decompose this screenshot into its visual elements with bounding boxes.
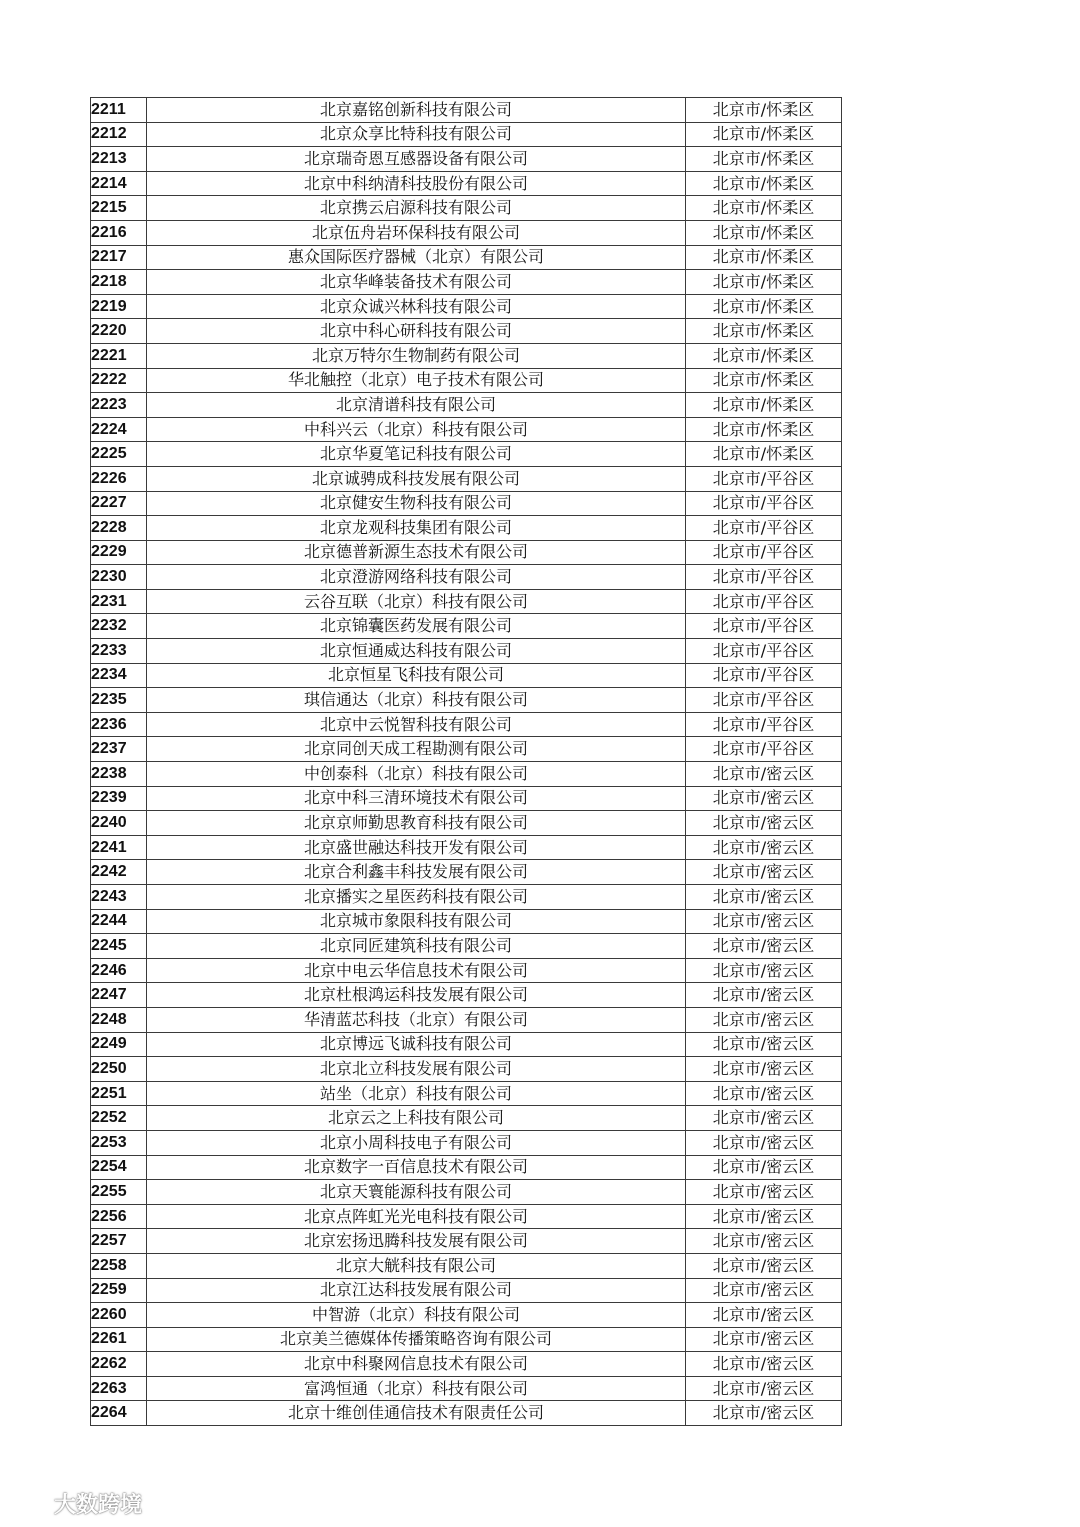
company-name-cell: 北京点阵虹光光电科技有限公司 bbox=[147, 1204, 686, 1229]
district-cell: 北京市/密云区 bbox=[686, 762, 842, 787]
district-cell: 北京市/密云区 bbox=[686, 1204, 842, 1229]
company-name-cell: 北京伍舟岩环保科技有限公司 bbox=[147, 220, 686, 245]
table-row bbox=[91, 417, 842, 442]
district-cell: 北京市/怀柔区 bbox=[686, 122, 842, 147]
company-name-cell: 北京十维创佳通信技术有限责任公司 bbox=[147, 1401, 686, 1426]
table-row bbox=[91, 171, 842, 196]
row-number-cell: 2230 bbox=[91, 565, 147, 590]
district-cell: 北京市/密云区 bbox=[686, 934, 842, 959]
table-row bbox=[91, 835, 842, 860]
table-row bbox=[91, 368, 842, 393]
row-number-cell: 2244 bbox=[91, 909, 147, 934]
company-name-cell: 北京龙观科技集团有限公司 bbox=[147, 516, 686, 541]
row-number-cell: 2263 bbox=[91, 1376, 147, 1401]
row-number-cell: 2220 bbox=[91, 319, 147, 344]
table-row bbox=[91, 639, 842, 664]
table-row bbox=[91, 98, 842, 123]
table-row bbox=[91, 934, 842, 959]
chat-bubble-logo-icon bbox=[6, 1490, 48, 1516]
company-name-cell: 北京中科心研科技有限公司 bbox=[147, 319, 686, 344]
company-name-cell: 北京锦囊医药发展有限公司 bbox=[147, 614, 686, 639]
company-name-cell: 北京中电云华信息技术有限公司 bbox=[147, 958, 686, 983]
district-cell: 北京市/密云区 bbox=[686, 1155, 842, 1180]
district-cell: 北京市/怀柔区 bbox=[686, 343, 842, 368]
table-row bbox=[91, 393, 842, 418]
district-cell: 北京市/怀柔区 bbox=[686, 220, 842, 245]
company-name-cell: 北京诚骋成科技发展有限公司 bbox=[147, 466, 686, 491]
district-cell: 北京市/密云区 bbox=[686, 958, 842, 983]
district-cell: 北京市/怀柔区 bbox=[686, 147, 842, 172]
table-row bbox=[91, 589, 842, 614]
row-number-cell: 2231 bbox=[91, 589, 147, 614]
company-name-cell: 北京小周科技电子有限公司 bbox=[147, 1130, 686, 1155]
table-row bbox=[91, 1180, 842, 1205]
company-name-cell: 北京中科纳清科技股份有限公司 bbox=[147, 171, 686, 196]
table-row bbox=[91, 712, 842, 737]
table-row bbox=[91, 319, 842, 344]
row-number-cell: 2262 bbox=[91, 1352, 147, 1377]
district-cell: 北京市/怀柔区 bbox=[686, 319, 842, 344]
row-number-cell: 2228 bbox=[91, 516, 147, 541]
table-row bbox=[91, 294, 842, 319]
company-name-cell: 北京城市象限科技有限公司 bbox=[147, 909, 686, 934]
row-number-cell: 2243 bbox=[91, 885, 147, 910]
district-cell: 北京市/密云区 bbox=[686, 1376, 842, 1401]
table-row bbox=[91, 885, 842, 910]
district-cell: 北京市/密云区 bbox=[686, 1180, 842, 1205]
company-name-cell: 华清蓝芯科技（北京）有限公司 bbox=[147, 1007, 686, 1032]
district-cell: 北京市/怀柔区 bbox=[686, 196, 842, 221]
district-cell: 北京市/密云区 bbox=[686, 786, 842, 811]
row-number-cell: 2261 bbox=[91, 1327, 147, 1352]
district-cell: 北京市/平谷区 bbox=[686, 737, 842, 762]
row-number-cell: 2237 bbox=[91, 737, 147, 762]
table-row bbox=[91, 737, 842, 762]
table-row bbox=[91, 811, 842, 836]
company-name-cell: 北京恒星飞科技有限公司 bbox=[147, 663, 686, 688]
row-number-cell: 2239 bbox=[91, 786, 147, 811]
district-cell: 北京市/密云区 bbox=[686, 860, 842, 885]
table-row bbox=[91, 1032, 842, 1057]
company-name-cell: 北京瑞奇恩互感器设备有限公司 bbox=[147, 147, 686, 172]
table-row bbox=[91, 1057, 842, 1082]
company-name-cell: 中智游（北京）科技有限公司 bbox=[147, 1303, 686, 1328]
row-number-cell: 2225 bbox=[91, 442, 147, 467]
company-name-cell: 北京中科三清环境技术有限公司 bbox=[147, 786, 686, 811]
table-row bbox=[91, 491, 842, 516]
table-row bbox=[91, 663, 842, 688]
district-cell: 北京市/平谷区 bbox=[686, 491, 842, 516]
row-number-cell: 2253 bbox=[91, 1130, 147, 1155]
district-cell: 北京市/密云区 bbox=[686, 1278, 842, 1303]
company-name-cell: 北京华峰装备技术有限公司 bbox=[147, 270, 686, 295]
district-cell: 北京市/平谷区 bbox=[686, 565, 842, 590]
table-row bbox=[91, 1352, 842, 1377]
row-number-cell: 2242 bbox=[91, 860, 147, 885]
table-row bbox=[91, 442, 842, 467]
company-name-cell: 北京北立科技发展有限公司 bbox=[147, 1057, 686, 1082]
table-row bbox=[91, 1204, 842, 1229]
row-number-cell: 2227 bbox=[91, 491, 147, 516]
watermark-text: 大数跨境 bbox=[54, 1492, 143, 1518]
district-cell: 北京市/密云区 bbox=[686, 1032, 842, 1057]
row-number-cell: 2248 bbox=[91, 1007, 147, 1032]
district-cell: 北京市/平谷区 bbox=[686, 712, 842, 737]
company-name-cell: 惠众国际医疗器械（北京）有限公司 bbox=[147, 245, 686, 270]
row-number-cell: 2236 bbox=[91, 712, 147, 737]
table-row bbox=[91, 1303, 842, 1328]
table-row bbox=[91, 1278, 842, 1303]
row-number-cell: 2223 bbox=[91, 393, 147, 418]
row-number-cell: 2251 bbox=[91, 1081, 147, 1106]
row-number-cell: 2238 bbox=[91, 762, 147, 787]
row-number-cell: 2211 bbox=[91, 98, 147, 123]
company-name-cell: 北京德普新源生态技术有限公司 bbox=[147, 540, 686, 565]
row-number-cell: 2221 bbox=[91, 343, 147, 368]
row-number-cell: 2256 bbox=[91, 1204, 147, 1229]
row-number-cell: 2264 bbox=[91, 1401, 147, 1426]
table-row bbox=[91, 565, 842, 590]
row-number-cell: 2260 bbox=[91, 1303, 147, 1328]
row-number-cell: 2215 bbox=[91, 196, 147, 221]
table-row bbox=[91, 196, 842, 221]
table-row bbox=[91, 688, 842, 713]
district-cell: 北京市/平谷区 bbox=[686, 589, 842, 614]
company-name-cell: 中科兴云（北京）科技有限公司 bbox=[147, 417, 686, 442]
district-cell: 北京市/密云区 bbox=[686, 983, 842, 1008]
district-cell: 北京市/平谷区 bbox=[686, 466, 842, 491]
company-name-cell: 中创泰科（北京）科技有限公司 bbox=[147, 762, 686, 787]
district-cell: 北京市/怀柔区 bbox=[686, 442, 842, 467]
table-row bbox=[91, 1401, 842, 1426]
company-name-cell: 北京大觥科技有限公司 bbox=[147, 1253, 686, 1278]
row-number-cell: 2241 bbox=[91, 835, 147, 860]
company-name-cell: 北京嘉铭创新科技有限公司 bbox=[147, 98, 686, 123]
row-number-cell: 2234 bbox=[91, 663, 147, 688]
row-number-cell: 2219 bbox=[91, 294, 147, 319]
row-number-cell: 2258 bbox=[91, 1253, 147, 1278]
company-name-cell: 北京宏扬迅腾科技发展有限公司 bbox=[147, 1229, 686, 1254]
district-cell: 北京市/怀柔区 bbox=[686, 98, 842, 123]
district-cell: 北京市/密云区 bbox=[686, 1303, 842, 1328]
table-row bbox=[91, 466, 842, 491]
row-number-cell: 2259 bbox=[91, 1278, 147, 1303]
district-cell: 北京市/怀柔区 bbox=[686, 245, 842, 270]
company-name-cell: 北京合利鑫丰科技发展有限公司 bbox=[147, 860, 686, 885]
company-name-cell: 北京播实之星医药科技有限公司 bbox=[147, 885, 686, 910]
district-cell: 北京市/怀柔区 bbox=[686, 171, 842, 196]
table-row bbox=[91, 1253, 842, 1278]
table-row bbox=[91, 147, 842, 172]
district-cell: 北京市/密云区 bbox=[686, 1253, 842, 1278]
district-cell: 北京市/密云区 bbox=[686, 885, 842, 910]
table-row bbox=[91, 1081, 842, 1106]
row-number-cell: 2247 bbox=[91, 983, 147, 1008]
table-row bbox=[91, 1155, 842, 1180]
table-row bbox=[91, 983, 842, 1008]
company-table-body bbox=[91, 98, 842, 1426]
company-name-cell: 北京万特尔生物制药有限公司 bbox=[147, 343, 686, 368]
table-row bbox=[91, 909, 842, 934]
district-cell: 北京市/密云区 bbox=[686, 811, 842, 836]
company-name-cell: 北京美兰德媒体传播策略咨询有限公司 bbox=[147, 1327, 686, 1352]
company-name-cell: 云谷互联（北京）科技有限公司 bbox=[147, 589, 686, 614]
district-cell: 北京市/平谷区 bbox=[686, 663, 842, 688]
company-name-cell: 北京澄游网络科技有限公司 bbox=[147, 565, 686, 590]
row-number-cell: 2212 bbox=[91, 122, 147, 147]
row-number-cell: 2250 bbox=[91, 1057, 147, 1082]
district-cell: 北京市/密云区 bbox=[686, 1130, 842, 1155]
district-cell: 北京市/怀柔区 bbox=[686, 417, 842, 442]
row-number-cell: 2252 bbox=[91, 1106, 147, 1131]
company-name-cell: 北京中云悦智科技有限公司 bbox=[147, 712, 686, 737]
district-cell: 北京市/密云区 bbox=[686, 1229, 842, 1254]
district-cell: 北京市/密云区 bbox=[686, 1401, 842, 1426]
company-name-cell: 北京京师勤思教育科技有限公司 bbox=[147, 811, 686, 836]
company-table bbox=[90, 97, 842, 1426]
table-row bbox=[91, 958, 842, 983]
company-name-cell: 站坐（北京）科技有限公司 bbox=[147, 1081, 686, 1106]
table-row bbox=[91, 220, 842, 245]
district-cell: 北京市/怀柔区 bbox=[686, 393, 842, 418]
row-number-cell: 2226 bbox=[91, 466, 147, 491]
company-name-cell: 北京众诚兴林科技有限公司 bbox=[147, 294, 686, 319]
row-number-cell: 2235 bbox=[91, 688, 147, 713]
row-number-cell: 2218 bbox=[91, 270, 147, 295]
table-row bbox=[91, 1106, 842, 1131]
district-cell: 北京市/怀柔区 bbox=[686, 270, 842, 295]
table-row bbox=[91, 762, 842, 787]
company-name-cell: 北京天寰能源科技有限公司 bbox=[147, 1180, 686, 1205]
company-name-cell: 北京中科聚网信息技术有限公司 bbox=[147, 1352, 686, 1377]
table-row bbox=[91, 786, 842, 811]
company-name-cell: 北京盛世融达科技开发有限公司 bbox=[147, 835, 686, 860]
company-name-cell: 北京云之上科技有限公司 bbox=[147, 1106, 686, 1131]
district-cell: 北京市/密云区 bbox=[686, 835, 842, 860]
company-name-cell: 北京众享比特科技有限公司 bbox=[147, 122, 686, 147]
table-row bbox=[91, 1229, 842, 1254]
district-cell: 北京市/密云区 bbox=[686, 909, 842, 934]
company-name-cell: 北京同创天成工程勘测有限公司 bbox=[147, 737, 686, 762]
row-number-cell: 2257 bbox=[91, 1229, 147, 1254]
district-cell: 北京市/密云区 bbox=[686, 1007, 842, 1032]
row-number-cell: 2214 bbox=[91, 171, 147, 196]
table-row bbox=[91, 1130, 842, 1155]
table-row bbox=[91, 614, 842, 639]
row-number-cell: 2213 bbox=[91, 147, 147, 172]
row-number-cell: 2240 bbox=[91, 811, 147, 836]
company-name-cell: 北京华夏笔记科技有限公司 bbox=[147, 442, 686, 467]
table-row bbox=[91, 860, 842, 885]
district-cell: 北京市/密云区 bbox=[686, 1352, 842, 1377]
company-name-cell: 琪信通达（北京）科技有限公司 bbox=[147, 688, 686, 713]
watermark bbox=[6, 1488, 142, 1518]
table-row bbox=[91, 1327, 842, 1352]
row-number-cell: 2249 bbox=[91, 1032, 147, 1057]
company-name-cell: 北京携云启源科技有限公司 bbox=[147, 196, 686, 221]
table-row bbox=[91, 516, 842, 541]
table-row bbox=[91, 1007, 842, 1032]
row-number-cell: 2217 bbox=[91, 245, 147, 270]
row-number-cell: 2255 bbox=[91, 1180, 147, 1205]
district-cell: 北京市/密云区 bbox=[686, 1327, 842, 1352]
district-cell: 北京市/平谷区 bbox=[686, 516, 842, 541]
row-number-cell: 2224 bbox=[91, 417, 147, 442]
district-cell: 北京市/怀柔区 bbox=[686, 368, 842, 393]
company-name-cell: 北京同匠建筑科技有限公司 bbox=[147, 934, 686, 959]
company-name-cell: 北京恒通威达科技有限公司 bbox=[147, 639, 686, 664]
table-row bbox=[91, 122, 842, 147]
row-number-cell: 2222 bbox=[91, 368, 147, 393]
district-cell: 北京市/怀柔区 bbox=[686, 294, 842, 319]
district-cell: 北京市/平谷区 bbox=[686, 639, 842, 664]
district-cell: 北京市/密云区 bbox=[686, 1057, 842, 1082]
district-cell: 北京市/密云区 bbox=[686, 1106, 842, 1131]
district-cell: 北京市/平谷区 bbox=[686, 688, 842, 713]
row-number-cell: 2245 bbox=[91, 934, 147, 959]
district-cell: 北京市/平谷区 bbox=[686, 614, 842, 639]
company-name-cell: 富鸿恒通（北京）科技有限公司 bbox=[147, 1376, 686, 1401]
company-name-cell: 华北触控（北京）电子技术有限公司 bbox=[147, 368, 686, 393]
company-name-cell: 北京杜根鸿运科技发展有限公司 bbox=[147, 983, 686, 1008]
table-row bbox=[91, 1376, 842, 1401]
table-row bbox=[91, 245, 842, 270]
table-row bbox=[91, 343, 842, 368]
company-name-cell: 北京健安生物科技有限公司 bbox=[147, 491, 686, 516]
company-name-cell: 北京博远飞诚科技有限公司 bbox=[147, 1032, 686, 1057]
table-row bbox=[91, 270, 842, 295]
table-row bbox=[91, 540, 842, 565]
row-number-cell: 2232 bbox=[91, 614, 147, 639]
district-cell: 北京市/密云区 bbox=[686, 1081, 842, 1106]
row-number-cell: 2246 bbox=[91, 958, 147, 983]
company-name-cell: 北京清谱科技有限公司 bbox=[147, 393, 686, 418]
row-number-cell: 2216 bbox=[91, 220, 147, 245]
company-name-cell: 北京数字一百信息技术有限公司 bbox=[147, 1155, 686, 1180]
row-number-cell: 2229 bbox=[91, 540, 147, 565]
district-cell: 北京市/平谷区 bbox=[686, 540, 842, 565]
company-name-cell: 北京江达科技发展有限公司 bbox=[147, 1278, 686, 1303]
row-number-cell: 2254 bbox=[91, 1155, 147, 1180]
row-number-cell: 2233 bbox=[91, 639, 147, 664]
